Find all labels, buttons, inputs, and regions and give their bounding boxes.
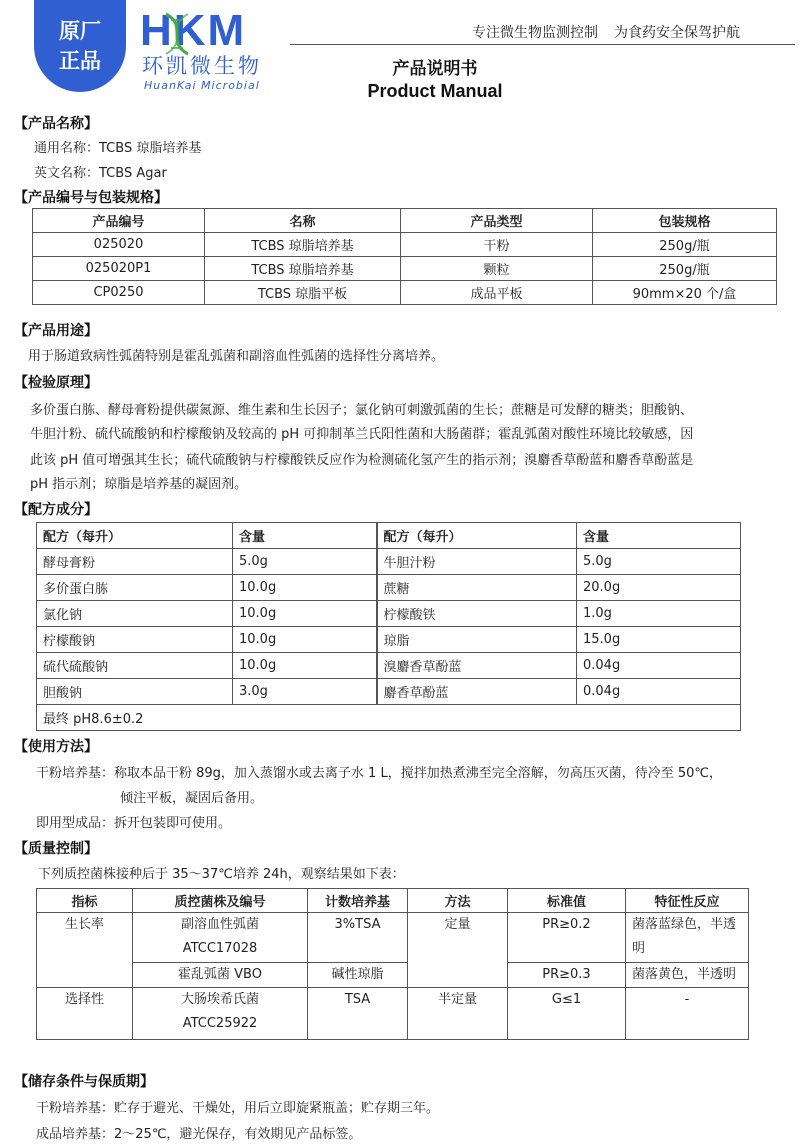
ingredient: 酵母膏粉	[37, 549, 233, 575]
principle-line-3: 此该 pH 值可增强其生长；硫代硫酸钠与柠檬酸铁反应作为检测硫化氢产生的指示剂；溴麝香草酚蓝和麝香草酚蓝是	[30, 453, 694, 468]
ingredient: 麝香草酚蓝	[377, 679, 577, 705]
strain-code: ATCC25922	[182, 1016, 258, 1031]
product-name: TCBS 琼脂平板	[205, 281, 401, 305]
common-name: 通用名称：TCBS 琼脂培养基	[34, 141, 202, 156]
badge-line-1: 原厂	[59, 19, 101, 43]
section-heading-package: 【产品编号与包装规格】	[14, 190, 168, 206]
table-row	[37, 963, 749, 988]
section-heading-principle: 【检验原理】	[14, 375, 98, 391]
amount: 0.04g	[577, 679, 741, 705]
ingredient: 硫代硫酸钠	[37, 653, 233, 679]
amount: 0.04g	[577, 653, 741, 679]
ingredient: 蔗糖	[377, 575, 577, 601]
column-header: 产品编号	[33, 209, 205, 233]
amount: 3.0g	[233, 679, 377, 705]
table-row	[33, 257, 777, 281]
ingredient: 柠檬酸铁	[377, 601, 577, 627]
section-heading-name: 【产品名称】	[14, 116, 98, 132]
table-row	[37, 575, 741, 601]
package-spec: 250g/瓶	[593, 257, 777, 281]
formula-table	[36, 522, 741, 731]
slogan-2: 为食药安全保驾护航	[614, 25, 740, 41]
qc-intro: 下列质控菌株接种后于 35～37℃培养 24h，观察结果如下表：	[38, 867, 405, 882]
amount: 20.0g	[577, 575, 741, 601]
amount: 10.0g	[233, 601, 377, 627]
product-code: CP0250	[33, 281, 205, 305]
column-header: 配方（每升）	[37, 523, 233, 549]
column-header: 名称	[205, 209, 401, 233]
amount: 5.0g	[233, 549, 377, 575]
strain	[133, 988, 308, 1040]
standard-value: PR≥0.2	[508, 913, 626, 963]
table-row	[33, 233, 777, 257]
table-row	[37, 601, 741, 627]
column-header: 含量	[577, 523, 741, 549]
section-heading-formula: 【配方成分】	[14, 502, 98, 518]
reaction: 菌落黄色，半透明	[626, 963, 749, 988]
amount: 10.0g	[233, 627, 377, 653]
column-header: 特征性反应	[626, 889, 749, 913]
storage-dry: 干粉培养基：贮存于避光、干燥处，用后立即旋紧瓶盖；贮存期三年。	[36, 1101, 440, 1116]
ready-usage: 即用型成品：拆开包装即可使用。	[36, 816, 232, 831]
column-header: 标准值	[508, 889, 626, 913]
count-medium: TSA	[308, 988, 408, 1040]
standard-value: G≤1	[508, 988, 626, 1040]
table-row	[37, 627, 741, 653]
product-code: 025020	[33, 233, 205, 257]
reaction: -	[626, 988, 749, 1040]
dry-usage-line-2: 倾注平板，凝固后备用。	[120, 791, 264, 806]
column-header: 方法	[408, 889, 508, 913]
title-en: Product Manual	[367, 81, 503, 101]
genuine-badge	[34, 0, 126, 92]
ingredient: 柠檬酸钠	[37, 627, 233, 653]
ingredient: 胆酸钠	[37, 679, 233, 705]
strain-name: 大肠埃希氏菌	[180, 992, 259, 1007]
amount: 1.0g	[577, 601, 741, 627]
product-type: 成品平板	[401, 281, 593, 305]
table-row	[33, 281, 777, 305]
amount: 15.0g	[577, 627, 741, 653]
standard-value: PR≥0.3	[508, 963, 626, 988]
table-row	[37, 988, 749, 1040]
column-header: 配方（每升）	[377, 523, 577, 549]
company-logo	[140, 8, 290, 92]
product-type: 颗粒	[401, 257, 593, 281]
table-header-row	[37, 889, 749, 913]
logo-chinese-name: 环凯微生物	[142, 54, 262, 78]
column-header: 含量	[233, 523, 377, 549]
strain-name: 副溶血性弧菌	[180, 917, 259, 932]
dry-usage-line-1: 干粉培养基：称取本品干粉 89g，加入蒸馏水或去离子水 1 L，搅拌加热煮沸至完全溶解，勿高压灭菌，待冷至 50℃，	[36, 766, 722, 781]
section-heading-usage: 【产品用途】	[14, 323, 98, 339]
method: 定量	[408, 913, 508, 988]
method: 半定量	[408, 988, 508, 1040]
package-spec: 250g/瓶	[593, 233, 777, 257]
document-title	[300, 58, 570, 102]
column-header: 计数培养基	[308, 889, 408, 913]
indicator: 生长率	[37, 913, 133, 988]
column-header: 包装规格	[593, 209, 777, 233]
strain	[133, 913, 308, 963]
table-row	[37, 913, 749, 963]
product-code: 025020P1	[33, 257, 205, 281]
ingredient: 溴麝香草酚蓝	[377, 653, 577, 679]
logo-english-name: HuanKai Microbial	[144, 79, 260, 92]
slogan	[472, 22, 740, 42]
table-row	[37, 549, 741, 575]
table-row	[37, 679, 741, 705]
count-medium: 碱性琼脂	[308, 963, 408, 988]
table-row	[37, 653, 741, 679]
table-header-row	[33, 209, 777, 233]
amount: 10.0g	[233, 653, 377, 679]
table-footer-row	[37, 705, 741, 731]
package-table	[32, 208, 777, 305]
product-name: TCBS 琼脂培养基	[205, 257, 401, 281]
strain-code: ATCC17028	[182, 941, 258, 956]
ingredient: 氯化钠	[37, 601, 233, 627]
column-header: 产品类型	[401, 209, 593, 233]
strain: 霍乱弧菌 VBO	[133, 963, 308, 988]
section-heading-qc: 【质量控制】	[14, 841, 98, 857]
dna-helix-icon	[162, 12, 192, 56]
table-header-row	[37, 523, 741, 549]
ingredient: 多价蛋白胨	[37, 575, 233, 601]
title-cn: 产品说明书	[392, 59, 478, 79]
product-name: TCBS 琼脂培养基	[205, 233, 401, 257]
usage-text: 用于肠道致病性弧菌特别是霍乱弧菌和副溶血性弧菌的选择性分离培养。	[28, 349, 445, 364]
final-ph: 最终 pH8.6±0.2	[37, 705, 741, 731]
section-heading-method: 【使用方法】	[14, 739, 98, 755]
ingredient: 琼脂	[377, 627, 577, 653]
reaction: 菌落蓝绿色，半透明	[626, 913, 749, 963]
header-divider	[290, 44, 795, 45]
column-header: 质控菌株及编号	[133, 889, 308, 913]
principle-line-1: 多价蛋白胨、酵母膏粉提供碳氮源、维生素和生长因子；氯化钠可刺激弧菌的生长；蔗糖是可发酵的糖类；胆酸钠、	[30, 403, 694, 418]
amount: 10.0g	[233, 575, 377, 601]
badge-line-2: 正品	[59, 49, 101, 73]
indicator: 选择性	[37, 988, 133, 1040]
storage-ready: 成品培养基：2～25℃，避光保存，有效期见产品标签。	[36, 1127, 362, 1142]
logo-word: HKM	[140, 6, 247, 55]
section-heading-storage: 【储存条件与保质期】	[14, 1074, 154, 1090]
principle-line-4: pH 指示剂；琼脂是培养基的凝固剂。	[30, 477, 248, 492]
ingredient: 牛胆汁粉	[377, 549, 577, 575]
product-type: 干粉	[401, 233, 593, 257]
qc-table	[36, 888, 749, 1040]
count-medium: 3%TSA	[308, 913, 408, 963]
slogan-1: 专注微生物监测控制	[472, 25, 598, 41]
english-name: 英文名称：TCBS Agar	[34, 166, 167, 181]
principle-line-2: 牛胆汁粉、硫代硫酸钠和柠檬酸钠及较高的 pH 可抑制革兰氏阳性菌和大肠菌群；霍乱弧菌对酸性环境比较敏感，因	[30, 427, 694, 442]
amount: 5.0g	[577, 549, 741, 575]
column-header: 指标	[37, 889, 133, 913]
package-spec: 90mm×20 个/盒	[593, 281, 777, 305]
